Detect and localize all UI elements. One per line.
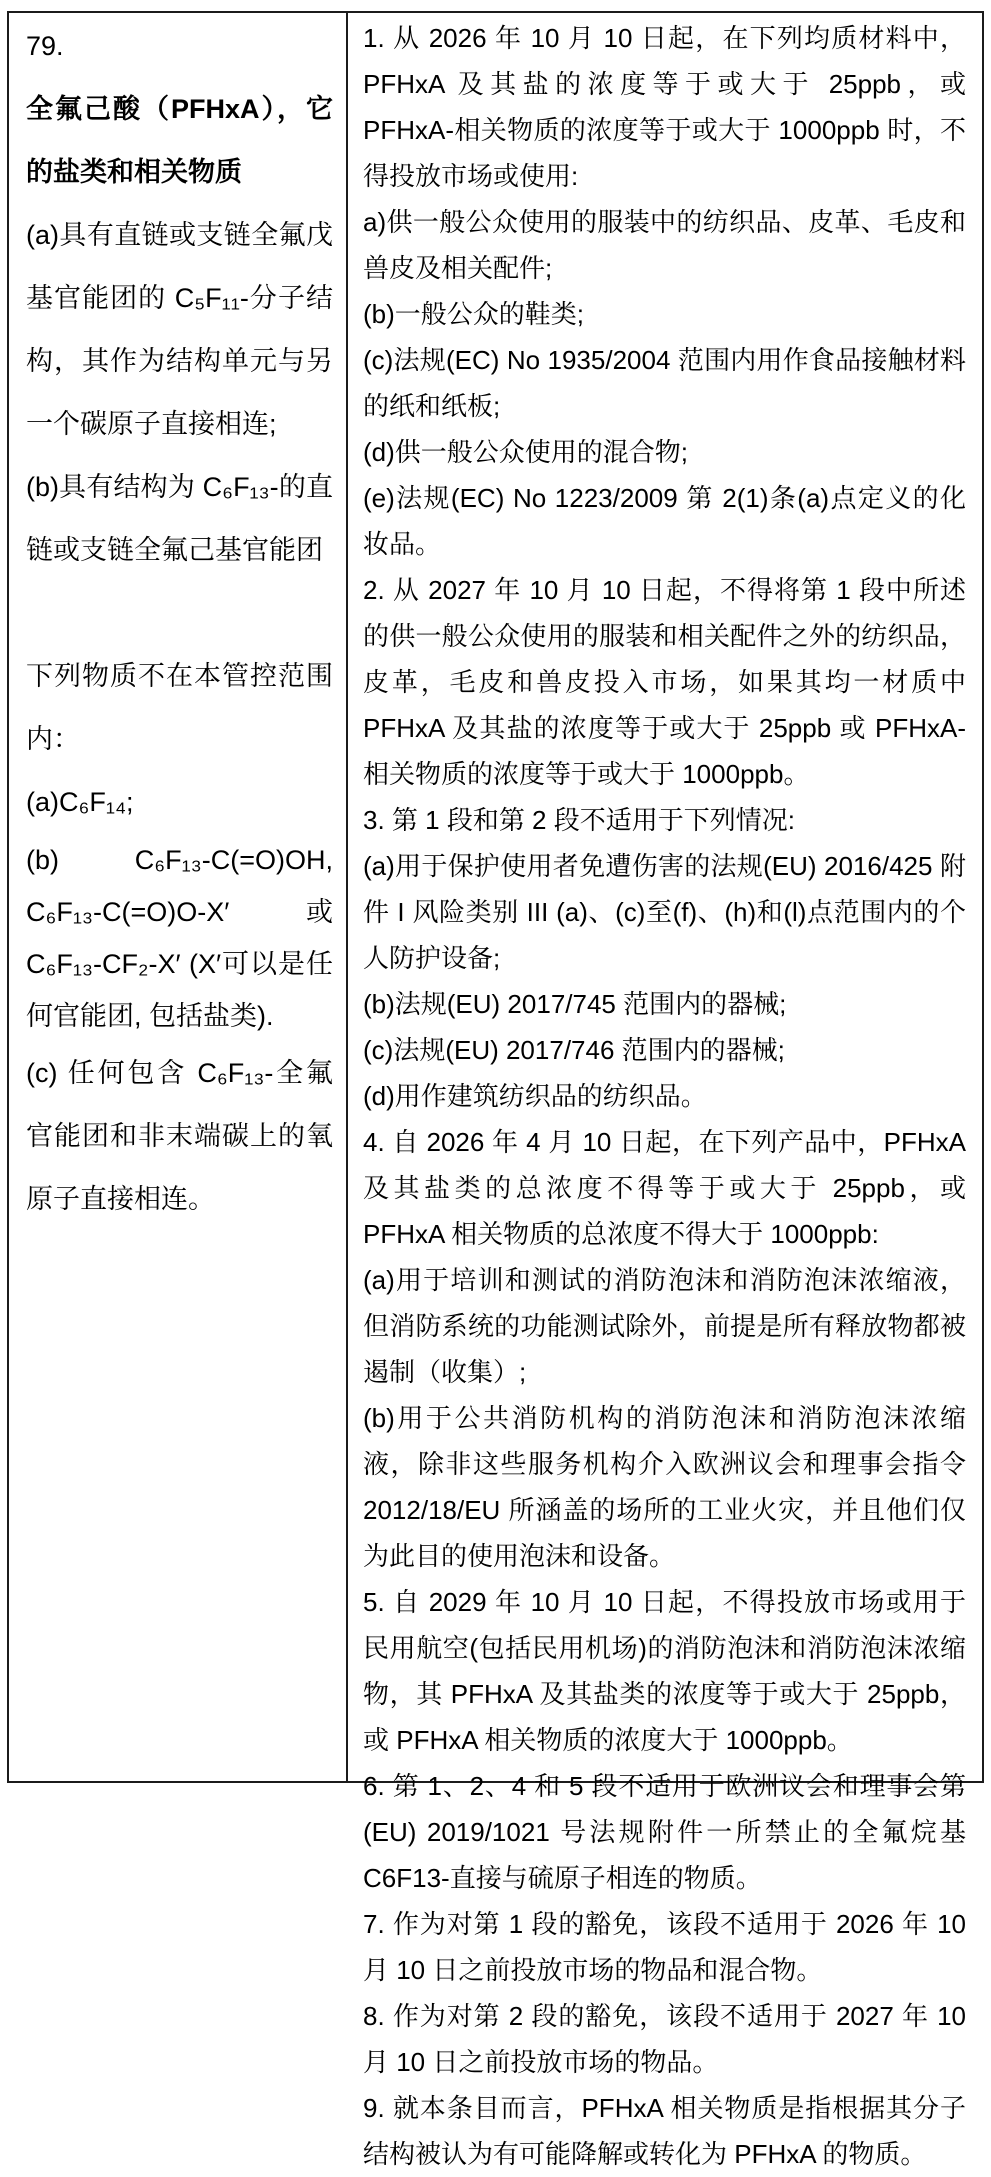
restriction-para-1a: a)供一般公众使用的服装中的纺织品、皮革、毛皮和兽皮及相关配件;	[363, 207, 966, 283]
restriction-para-9: 9. 就本条目而言，PFHxA 相关物质是指根据其分子结构被认为有可能降解或转化为 PFHxA 的物质。	[363, 2093, 966, 2169]
restriction-para-1c: (c)法规(EC) No 1935/2004 范围内用作食品接触材料的纸和纸板;	[363, 345, 966, 421]
restriction-para-8: 8. 作为对第 2 段的豁免，该段不适用于 2027 年 10 月 10 日之前投放市场的物品。	[363, 2001, 966, 2077]
restriction-para-4b: (b)用于公共消防机构的消防泡沫和消防泡沫浓缩液，除非这些服务机构介入欧洲议会和理事会指令 2012/18/EU 所涵盖的场所的工业火灾，并且他们仅为此目的使用泡沫和设备。	[363, 1403, 966, 1571]
restriction-table	[7, 11, 984, 2169]
restriction-para-1d: (d)供一般公众使用的混合物;	[363, 437, 689, 467]
restriction-para-4a: (a)用于培训和测试的消防泡沫和消防泡沫浓缩液，但消防系统的功能测试除外，前提是所有释放物都被遏制（收集）;	[363, 1265, 966, 1387]
restriction-para-1b: (b)一般公众的鞋类;	[363, 299, 585, 329]
scope-item-a: (a)具有直链或支链全氟戊基官能团的 C₅F₁₁-分子结构，其作为结构单元与另一个碳原子直接相连;	[26, 220, 333, 439]
restriction-para-2: 2. 从 2027 年 10 月 10 日起，不得将第 1 段中所述的供一般公众使用的服装和相关配件之外的纺织品，皮革，毛皮和兽皮投入市场，如果其均一材质中 PFHxA 及其盐的浓度等于或大于 25ppb 或 PFHxA-相关物质的浓度等于或大于 1000ppb。	[363, 575, 966, 789]
exclusions-heading: 下列物质不在本管控范围内：	[26, 661, 333, 754]
restriction-para-3d: (d)用作建筑纺织品的纺织品。	[363, 1081, 707, 1111]
restriction-para-4: 4. 自 2026 年 4 月 10 日起，在下列产品中，PFHxA 及其盐类的总浓度不得等于或大于 25ppb，或 PFHxA 相关物质的总浓度不得大于 1000ppb:	[363, 1127, 966, 1249]
conditions-column	[348, 13, 982, 2169]
restriction-para-1: 1. 从 2026 年 10 月 10 日起，在下列均质材料中，PFHxA 及其盐的浓度等于或大于 25ppb，或 PFHxA-相关物质的浓度等于或大于 1000ppb 时，不得投放市场或使用:	[363, 23, 966, 191]
exclusion-item-a: (a)C₆F₁₄;	[26, 787, 134, 817]
restriction-para-3b: (b)法规(EU) 2017/745 范围内的器械;	[363, 989, 787, 1019]
restriction-para-5: 5. 自 2029 年 10 月 10 日起，不得投放市场或用于民用航空(包括民用机场)的消防泡沫和消防泡沫浓缩物，其 PFHxA 及其盐类的浓度等于或大于 25ppb，或 PFHxA 相关物质的浓度大于 1000ppb。	[363, 1587, 966, 1755]
restriction-para-7: 7. 作为对第 1 段的豁免，该段不适用于 2026 年 10 月 10 日之前投放市场的物品和混合物。	[363, 1909, 966, 1985]
exclusion-item-c: (c) 任何包含 C₆F₁₃-全氟官能团和非末端碳上的氧原子直接相连。	[26, 1058, 333, 1214]
restriction-para-3c: (c)法规(EU) 2017/746 范围内的器械;	[363, 1035, 785, 1065]
substance-column	[9, 13, 348, 1781]
exclusion-item-b: (b) C₆F₁₃-C(=O)OH, C₆F₁₃-C(=O)O-X′或 C₆F₁₃-CF₂-X′ (X′可以是任何官能团, 包括盐类).	[26, 845, 333, 1031]
substance-title: 全氟己酸（PFHxA），它的盐类和相关物质	[26, 94, 333, 187]
restriction-para-3: 3. 第 1 段和第 2 段不适用于下列情况:	[363, 805, 795, 835]
restriction-para-6: 6. 第 1、2、4 和 5 段不适用于欧洲议会和理事会第(EU) 2019/1021 号法规附件一所禁止的全氟烷基 C6F13-直接与硫原子相连的物质。	[363, 1771, 966, 1893]
scope-item-b: (b)具有结构为 C₆F₁₃-的直链或支链全氟己基官能团	[26, 472, 333, 565]
entry-number: 79.	[26, 31, 64, 61]
restriction-para-1e: (e)法规(EC) No 1223/2009 第 2(1)条(a)点定义的化妆品。	[363, 483, 966, 559]
restriction-para-3a: (a)用于保护使用者免遭伤害的法规(EU) 2016/425 附件 I 风险类别 III (a)、(c)至(f)、(h)和(l)点范围内的个人防护设备;	[363, 851, 966, 973]
